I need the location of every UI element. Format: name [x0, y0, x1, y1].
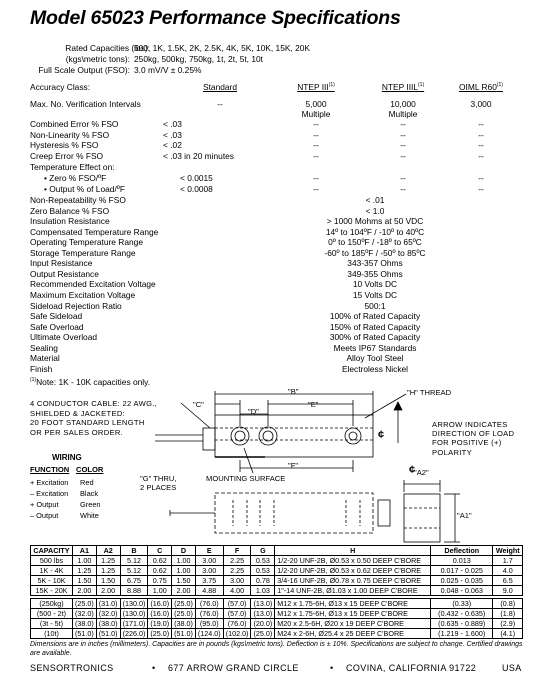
table-cell: (38.0) — [172, 619, 196, 629]
wiring-function: + Excitation — [30, 478, 69, 487]
temp-row — [30, 185, 530, 196]
table-cell: 1.50 — [73, 576, 97, 586]
table-row — [31, 566, 523, 576]
general-spec-label: Safe Sideload — [30, 311, 83, 322]
h-thread-label: "H" THREAD — [407, 388, 452, 397]
table-cell: 1.00 — [172, 556, 196, 566]
table-row — [31, 599, 523, 609]
table-cell: 3.00 — [195, 556, 223, 566]
accuracy-class-label: Accuracy Class: — [30, 82, 91, 92]
table-cell: (76.0) — [223, 619, 251, 629]
table-row — [31, 629, 523, 639]
table-row — [31, 609, 523, 619]
dimension-table — [30, 545, 523, 639]
table-cell: (0.33) — [431, 599, 493, 609]
arrow-polarity-note: ARROW INDICATES DIRECTION OF LOAD FOR POSITIVE (+) POLARITY — [432, 420, 515, 457]
table-header: D — [172, 546, 196, 556]
table-cell: (13.0) — [251, 599, 275, 609]
table-cell: M12 x 1.75-6H, Ø13 x 15 DEEP C'BORE — [275, 599, 431, 609]
spec-ntep3: -- — [313, 140, 319, 151]
spec-oiml: -- — [478, 119, 484, 129]
table-cell: M24 x 2-6H, Ø25.4 x 25 DEEP C'BORE — [275, 629, 431, 639]
table-cell: 2.25 — [223, 556, 251, 566]
temp-oiml: -- — [478, 183, 484, 194]
table-cell: 1.25 — [96, 566, 120, 576]
spec-standard: < .02 — [163, 140, 182, 151]
table-cell: 3.00 — [195, 566, 223, 576]
table-cell: (16.0) — [148, 599, 172, 609]
table-cell: 1.00 — [148, 586, 172, 596]
table-header: H — [275, 546, 431, 556]
dim-b-label: "B" — [288, 387, 299, 396]
general-spec-row — [30, 291, 530, 302]
wiring-function: + Output — [30, 500, 59, 509]
table-cell: (57.0) — [223, 599, 251, 609]
table-cell: (4.1) — [493, 629, 523, 639]
spec-oiml: -- — [478, 129, 484, 140]
table-cell: 2.00 — [73, 586, 97, 596]
dim-f-label: "F" — [288, 461, 299, 470]
table-cell: (25.0) — [172, 609, 196, 619]
table-cell: (32.0) — [73, 609, 97, 619]
general-spec-row — [30, 196, 530, 207]
spec-standard: < .03 — [163, 119, 182, 129]
general-spec-row — [30, 344, 530, 355]
table-cell: (38.0) — [73, 619, 97, 629]
table-cell: (25.0) — [172, 599, 196, 609]
table-cell: 6.75 — [120, 576, 148, 586]
table-cell: 5.12 — [120, 556, 148, 566]
table-header: E — [195, 546, 223, 556]
load-cell-end-view — [404, 494, 440, 542]
table-cell: (102.0) — [223, 629, 251, 639]
table-cell: 0.017 - 0.025 — [431, 566, 493, 576]
table-cell: (76.0) — [195, 599, 223, 609]
general-spec-label: Compensated Temperature Range — [30, 226, 159, 237]
table-cell: 4.88 — [195, 586, 223, 596]
cable-note: 4 CONDUCTOR CABLE: 22 AWG., SHIELDED & JACKETED: 20 FOOT STANDARD LENGTH OR PER SALES ORDER. — [30, 399, 158, 437]
general-spec-value: 10 Volts DC — [352, 279, 398, 290]
general-spec-label: Zero Balance % FSO — [30, 205, 110, 216]
table-cell: 3.75 — [195, 576, 223, 586]
spec-ntep3: -- — [313, 129, 319, 140]
table-cell: 6.5 — [493, 576, 523, 586]
table-cell: (0.8) — [493, 599, 523, 609]
table-header: B — [120, 546, 148, 556]
table-cell: 4.00 — [223, 586, 251, 596]
wiring-color: White — [80, 511, 99, 520]
spec-ntep3: -- — [313, 119, 319, 129]
table-cell: 15K - 20K — [31, 586, 73, 596]
wiring-color: Red — [80, 478, 94, 487]
spec-row — [30, 131, 530, 142]
table-cell: 9.0 — [493, 586, 523, 596]
general-spec-label: Storage Temperature Range — [30, 247, 136, 258]
footer-bullet-2: • — [330, 663, 334, 673]
general-spec-value: 349-355 Ohms — [347, 268, 403, 279]
temp-label: • Output % of Load/ºF — [44, 183, 125, 194]
verification-oiml: 3,000 — [470, 99, 492, 109]
wiring-function-header: FUNCTION — [30, 465, 70, 474]
accuracy-class-row — [30, 83, 530, 94]
table-row — [31, 556, 523, 566]
verification-ntep3-multiple: Multiple — [301, 109, 331, 119]
spec-label: Creep Error % FSO — [30, 151, 104, 162]
table-cell: 4.0 — [493, 566, 523, 576]
table-cell: 5K - 10K — [31, 576, 73, 586]
verification-row — [30, 100, 530, 111]
general-spec-value: 300% of Rated Capacity — [329, 332, 421, 343]
general-spec-value: 15 Volts DC — [352, 289, 398, 300]
spec-ntep3l: -- — [400, 119, 406, 129]
table-cell: 2.25 — [223, 566, 251, 576]
rated-capacities-value: 500, 1K, 1.5K, 2K, 2.5K, 4K, 5K, 10K, 15K, 20K — [134, 43, 310, 53]
spec-standard: < .03 in 20 minutes — [163, 151, 234, 162]
table-header: Deflection — [431, 546, 493, 556]
general-spec-label: Sideload Rejection Ratio — [30, 300, 122, 311]
table-cell: (226.0) — [120, 629, 148, 639]
table-cell: (51.0) — [172, 629, 196, 639]
general-spec-label: Material — [30, 353, 60, 364]
rated-capacities-label: Rated Capacities (lbs): — [65, 43, 150, 53]
ntep3l-header: NTEP IIIL$^{(1)}$ — [381, 82, 425, 92]
table-cell: 0.048 - 0.063 — [431, 586, 493, 596]
spec-label: Hysteresis % FSO — [30, 140, 99, 151]
table-cell: (38.0) — [96, 619, 120, 629]
metric-capacities-label: (kgs\metric tons): — [65, 54, 130, 64]
general-spec-row — [30, 333, 530, 344]
table-cell: (32.0) — [96, 609, 120, 619]
spec-ntep3: -- — [313, 151, 319, 162]
table-cell: 1.7 — [493, 556, 523, 566]
table-cell: (130.0) — [120, 609, 148, 619]
general-spec-value: 0º to 150ºF / -18º to 65ºC — [328, 237, 422, 248]
general-spec-value: 343-357 Ohms — [347, 258, 403, 269]
table-row — [31, 619, 523, 629]
footer-bullet-1: • — [152, 663, 156, 673]
footer-country: USA — [502, 663, 522, 673]
table-cell: 1.00 — [172, 566, 196, 576]
table-cell: (500 - 2t) — [31, 609, 73, 619]
table-cell: (51.0) — [96, 629, 120, 639]
table-header: CAPACITY — [31, 546, 73, 556]
table-cell: 0.78 — [251, 576, 275, 586]
temp-effect-label: Temperature Effect on: — [30, 162, 115, 172]
general-spec-value: 14º to 104ºF / -10º to 40ºC — [325, 226, 425, 237]
spec-label: Non-Linearity % FSO — [30, 129, 110, 140]
table-cell: 0.53 — [251, 566, 275, 576]
table-cell: (19.0) — [148, 619, 172, 629]
table-cell: 0.53 — [251, 556, 275, 566]
mounting-surface-label: MOUNTING SURFACE — [206, 474, 286, 483]
capacity-note: $^{(1)}$Note: 1K - 10K capacities only. — [30, 377, 151, 387]
wiring-color: Black — [80, 489, 99, 498]
wiring-function: – Output — [30, 511, 59, 520]
page-title: Model 65023 Performance Specifications — [30, 7, 401, 29]
footer-address: 677 ARROW GRAND CIRCLE — [168, 663, 299, 673]
table-cell: (0.432 - 0.635) — [431, 609, 493, 619]
table-cell: 1.25 — [73, 566, 97, 576]
footer-city: COVINA, CALIFORNIA 91722 — [346, 663, 477, 673]
general-spec-label: Maximum Excitation Voltage — [30, 289, 136, 300]
general-spec-label: Input Resistance — [30, 258, 93, 269]
table-cell: 3/4-16 UNF-2B, Ø0.78 x 0.75 DEEP C'BORE — [275, 576, 431, 586]
table-cell: (3t - 5t) — [31, 619, 73, 629]
table-cell: M12 x 1.75-6H, Ø13 x 15 DEEP C'BORE — [275, 609, 431, 619]
general-spec-label: Recommended Excitation Voltage — [30, 279, 156, 290]
table-cell: 1.50 — [96, 576, 120, 586]
dim-e-label: "E" — [308, 400, 319, 409]
spec-row — [30, 120, 530, 131]
general-spec-row — [30, 323, 530, 334]
table-cell: 500 lbs — [31, 556, 73, 566]
temp-row — [30, 174, 530, 185]
table-cell: (57.0) — [223, 609, 251, 619]
verification-label: Max. No. Verification Intervals — [30, 99, 141, 109]
verification-ntep3: 5,000 — [305, 99, 327, 109]
table-cell: 1K - 4K — [31, 566, 73, 576]
general-spec-row — [30, 365, 530, 376]
general-spec-label: Ultimate Overload — [30, 332, 98, 343]
fso-value: 3.0 mV/V ± 0.25% — [134, 65, 202, 75]
table-cell: (16.0) — [148, 609, 172, 619]
dimension-note: Dimensions are in inches (millimeters). Capacities are in pounds (kgs\metric tons). Deflection is ± 10%. Specifications are subject to change. Certified drawings are available. — [30, 641, 523, 657]
dim-a2-label: "A2" — [414, 468, 429, 477]
table-cell: (0.635 - 0.889) — [431, 619, 493, 629]
table-cell: (51.0) — [73, 629, 97, 639]
temp-standard: < 0.0015 — [180, 173, 213, 183]
table-cell: 1/2-20 UNF-2B, Ø0.53 x 0.62 DEEP C'BORE — [275, 566, 431, 576]
table-cell: 3.00 — [223, 576, 251, 586]
table-cell: (1.8) — [493, 609, 523, 619]
general-spec-value: Electroless Nickel — [341, 363, 409, 374]
centerline-symbol: ¢ — [378, 429, 385, 441]
table-cell: (20.0) — [251, 619, 275, 629]
dim-c-label: "C" — [193, 400, 204, 409]
table-cell: 1"-14 UNF-2B, Ø1.03 x 1.00 DEEP C'BORE — [275, 586, 431, 596]
spec-ntep3l: -- — [400, 140, 406, 151]
general-spec-label: Insulation Resistance — [30, 216, 110, 227]
table-cell: (2.9) — [493, 619, 523, 629]
table-cell: 1.00 — [73, 556, 97, 566]
general-spec-value: > 1000 Mohms at 50 VDC — [326, 216, 424, 227]
temp-standard: < 0.0008 — [180, 183, 213, 194]
spec-oiml: -- — [478, 140, 484, 151]
table-cell: 5.12 — [120, 566, 148, 576]
general-spec-label: Operating Temperature Range — [30, 237, 143, 248]
ntep3-header: NTEP III$^{(1)}$ — [297, 82, 335, 92]
table-cell: 2.00 — [172, 586, 196, 596]
table-cell: (10t) — [31, 629, 73, 639]
table-cell: (13.0) — [251, 609, 275, 619]
table-cell: (124.0) — [195, 629, 223, 639]
general-spec-row — [30, 302, 530, 313]
footer-company: SENSORTRONICS — [30, 663, 114, 673]
table-cell: 0.62 — [148, 566, 172, 576]
table-cell: (31.0) — [96, 599, 120, 609]
spec-label: Combined Error % FSO — [30, 119, 119, 129]
table-row — [31, 586, 523, 596]
table-header: Weight — [493, 546, 523, 556]
standard-header: Standard — [203, 82, 237, 92]
verification-ntep3l-multiple: Multiple — [388, 109, 418, 119]
table-header: A2 — [96, 546, 120, 556]
table-cell: 1/2-20 UNF-2B, Ø0.53 x 0.50 DEEP C'BORE — [275, 556, 431, 566]
temp-ntep3l: -- — [400, 173, 406, 183]
wiring-title: WIRING — [52, 453, 82, 462]
dim-d-label: "D" — [248, 407, 259, 416]
general-spec-row — [30, 259, 530, 270]
temp-effect-row — [30, 163, 530, 174]
dim-a1-label: "A1" — [457, 511, 472, 520]
table-cell: (25.0) — [148, 629, 172, 639]
general-spec-value: 100% of Rated Capacity — [329, 311, 421, 322]
table-cell: (130.0) — [120, 599, 148, 609]
table-cell: (95.0) — [195, 619, 223, 629]
general-spec-label: Non-Repeatability % FSO — [30, 195, 126, 205]
general-spec-row — [30, 354, 530, 365]
table-cell: 1.25 — [96, 556, 120, 566]
temp-label: • Zero % FSO/ºF — [44, 173, 107, 183]
general-spec-value: Alloy Tool Steel — [346, 353, 404, 364]
general-spec-value: Meets IP67 Standards — [333, 342, 417, 353]
verification-std: -- — [217, 99, 223, 109]
temp-ntep3: -- — [313, 183, 319, 194]
table-header: C — [148, 546, 172, 556]
table-header: A1 — [73, 546, 97, 556]
general-spec-label: Safe Overload — [30, 321, 84, 332]
table-cell: 1.03 — [251, 586, 275, 596]
table-cell: (250kg) — [31, 599, 73, 609]
load-cell-body-top — [215, 493, 373, 533]
wiring-color: Green — [80, 500, 101, 509]
table-cell: 8.88 — [120, 586, 148, 596]
spec-standard: < .03 — [163, 129, 182, 140]
table-cell: (25.0) — [251, 629, 275, 639]
general-spec-label: Output Resistance — [30, 268, 99, 279]
spec-oiml: -- — [478, 151, 484, 162]
verification-ntep3l: 10,000 — [390, 99, 416, 109]
table-cell: (171.0) — [120, 619, 148, 629]
table-cell: 0.025 - 0.035 — [431, 576, 493, 586]
table-cell: (25.0) — [73, 599, 97, 609]
spec-ntep3l: -- — [400, 129, 406, 140]
table-header: F — [223, 546, 251, 556]
wiring-function: – Excitation — [30, 489, 69, 498]
g-thru-label: "G" THRU, 2 PLACES — [140, 474, 177, 492]
centerline-symbol-end: ¢ — [409, 464, 416, 476]
general-spec-value: 500:1 — [364, 300, 386, 311]
wiring-color-header: COLOR — [76, 465, 104, 474]
general-spec-value: < 1.0 — [365, 205, 385, 216]
table-cell: 1.50 — [172, 576, 196, 586]
general-spec-row — [30, 249, 530, 260]
metric-capacities-value: 250kg, 500kg, 750kg, 1t, 2t, 5t, 10t — [134, 54, 263, 64]
temp-ntep3: -- — [313, 173, 319, 183]
table-cell: 0.62 — [148, 556, 172, 566]
table-cell: (1.219 - 1.600) — [431, 629, 493, 639]
temp-oiml: -- — [478, 173, 484, 183]
table-header: G — [251, 546, 275, 556]
oiml-header: OIML R60$^{(1)}$ — [459, 82, 503, 92]
table-cell: 0.75 — [148, 576, 172, 586]
spec-ntep3l: -- — [400, 151, 406, 162]
spec-row — [30, 141, 530, 152]
table-cell: 2.00 — [96, 586, 120, 596]
table-cell: (76.0) — [195, 609, 223, 619]
general-spec-row — [30, 312, 530, 323]
table-cell: 0.013 — [431, 556, 493, 566]
temp-ntep3l: -- — [400, 183, 406, 194]
general-spec-value: 150% of Rated Capacity — [329, 321, 421, 332]
general-spec-value: < .01 — [365, 195, 385, 205]
general-spec-value: -60º to 185ºF / -50º to 85ºC — [324, 247, 426, 258]
table-cell: M20 x 2.5-6H, Ø20 x 19 DEEP C'BORE — [275, 619, 431, 629]
fso-label: Full Scale Output (FSO): — [38, 65, 130, 75]
general-spec-label: Finish — [30, 363, 53, 374]
general-spec-label: Sealing — [30, 342, 58, 353]
table-row — [31, 576, 523, 586]
